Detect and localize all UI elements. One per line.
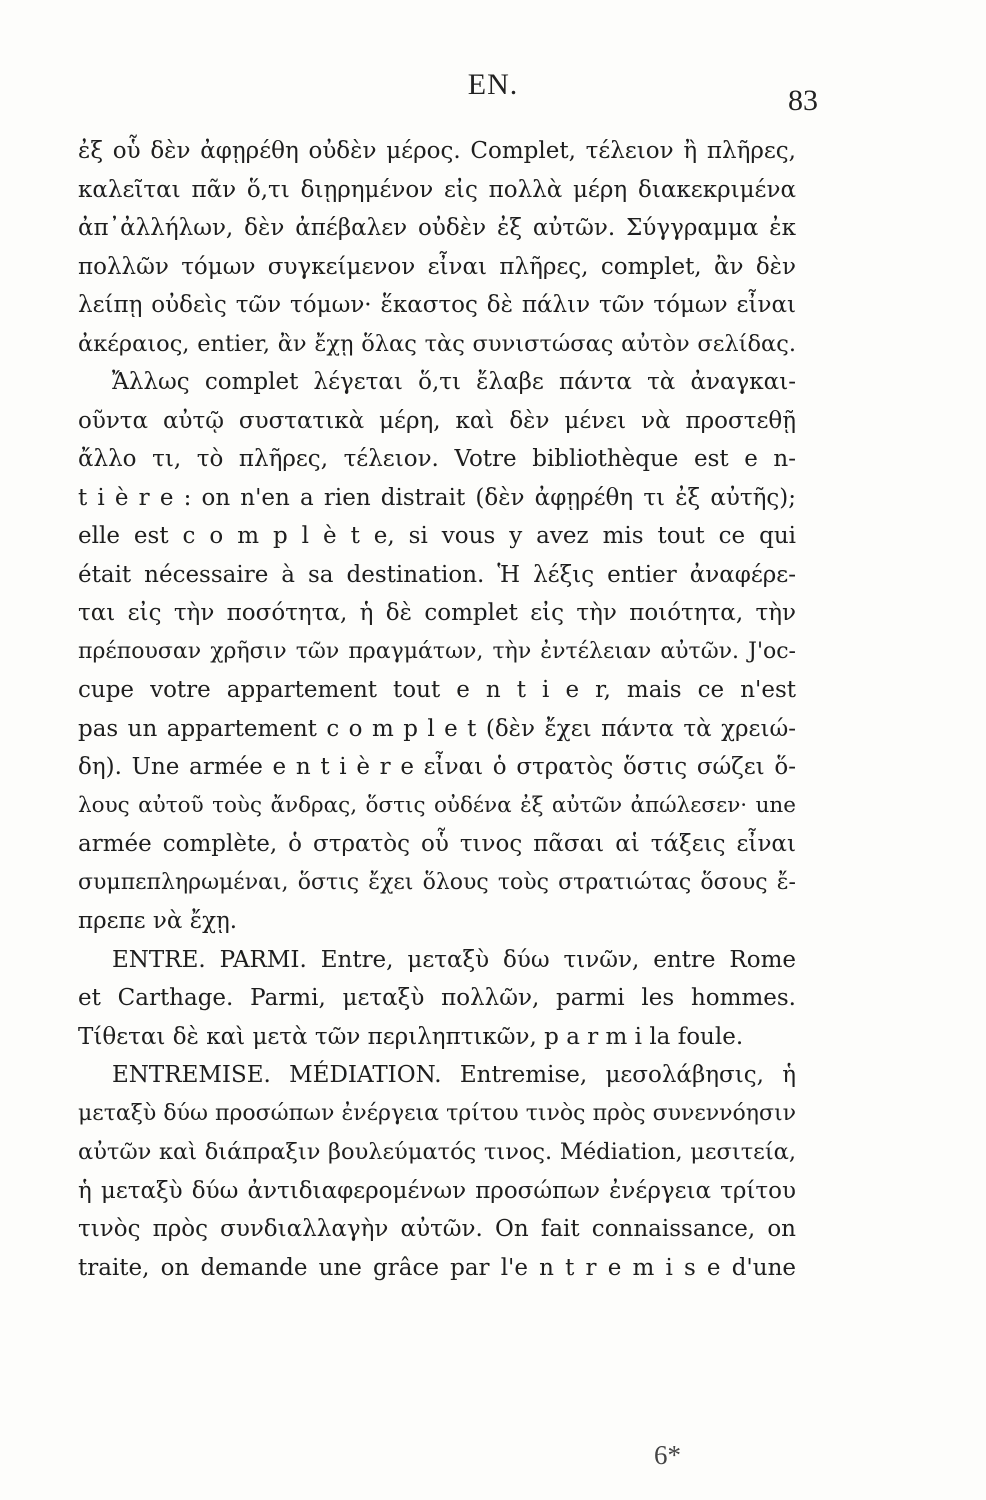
text-line: πρέπουσαν χρῆσιν τῶν πραγμάτων, τὴν ἐντέλειαν αὐτῶν. J'oc- xyxy=(78,638,796,664)
text-line: δη). Une armée e n t i è r e εἶναι ὁ στρατὸς ὅστις σώζει ὅ- xyxy=(78,754,796,780)
text-line: cupe votre appartement tout e n t i e r, mais ce n'est xyxy=(78,677,796,703)
text-line: ἀπ᾽ἀλλήλων, δὲν ἀπέβαλεν οὐδὲν ἐξ αὐτῶν. Σύγγραμμα ἐκ xyxy=(78,215,796,241)
text-line: Τίθεται δὲ καὶ μετὰ τῶν περιληπτικῶν, p a r m i la foule. xyxy=(78,1023,744,1050)
text-line: Ἄλλως complet λέγεται ὅ,τι ἔλαβε πάντα τὰ ἀναγκαι- xyxy=(112,369,796,395)
text-line: πρεπε νὰ ἔχῃ. xyxy=(78,908,238,934)
text-line: λους αὐτοῦ τοὺς ἄνδρας, ὅστις οὐδένα ἐξ αὐτῶν ἀπώλεσεν· une xyxy=(78,792,796,818)
page-number: 83 xyxy=(788,84,818,117)
text-line: ται εἰς τὴν ποσότητα, ἡ δὲ complet εἰς τὴν ποιότητα, τὴν xyxy=(78,600,796,626)
body-text xyxy=(78,132,796,1287)
running-head: EN. xyxy=(467,68,519,101)
text-line: ἡ μεταξὺ δύω ἀντιδιαφερομένων προσώπων ἐνέργεια τρίτου xyxy=(78,1177,796,1204)
text-line: μεταξὺ δύω προσώπων ἐνέργεια τρίτου τινὸς πρὸς συνεννόησιν xyxy=(78,1100,796,1126)
text-line: καλεῖται πᾶν ὅ,τι διῃρημένον εἰς πολλὰ μέρη διακεκριμένα xyxy=(78,176,796,203)
text-line: πολλῶν τόμων συγκείμενον εἶναι πλῆρες, complet, ἂν δὲν xyxy=(78,253,796,280)
text-line: ἄλλο τι, τὸ πλῆρες, τέλειον. Votre bibliothèque est e n- xyxy=(78,446,796,472)
text-line: traite, on demande une grâce par l'e n t r e m i s e d'une xyxy=(78,1254,796,1281)
text-line: οῦντα αὐτῷ συστατικὰ μέρη, καὶ δὲν μένει νὰ προστεθῇ xyxy=(78,407,796,434)
text-line: ἐξ οὗ δὲν ἀφῃρέθη οὐδὲν μέρος. Complet, τέλειον ἢ πλῆρες, xyxy=(78,138,796,164)
text-line: elle est c o m p l è t e, si vous y avez mis tout ce qui xyxy=(78,523,796,549)
text-line: συμπεπληρωμέναι, ὅστις ἔχει ὅλους τοὺς στρατιώτας ὅσους ἔ- xyxy=(78,869,796,895)
entry-heading-line: ENTREMISE. MÉDIATION. Entremise, μεσολάβησις, ἡ xyxy=(112,1062,796,1088)
text-line: ἀκέραιος, entier, ἂν ἔχῃ ὅλας τὰς συνιστώσας αὐτὸν σελίδας. xyxy=(78,330,796,357)
text-line: τινὸς πρὸς συνδιαλλαγὴν αὐτῶν. On fait connaissance, on xyxy=(78,1216,796,1242)
text-line: t i è r e : on n'en a rien distrait (δὲν ἀφῃρέθη τι ἐξ αὐτῆς); xyxy=(78,484,796,511)
text-line: et Carthage. Parmi, μεταξὺ πολλῶν, parmi les hommes. xyxy=(78,985,796,1011)
text-line: αὐτῶν καὶ διάπραξιν βουλεύματός τινος. Médiation, μεσιτεία, xyxy=(78,1139,796,1165)
entry-heading-line: ENTRE. PARMI. Entre, μεταξὺ δύω τινῶν, entre Rome xyxy=(112,946,796,973)
text-line: était nécessaire à sa destination. Ἡ λέξις entier ἀναφέρε- xyxy=(78,561,796,588)
text-line: λείπῃ οὐδεὶς τῶν τόμων· ἕκαστος δὲ πάλιν τῶν τόμων εἶναι xyxy=(78,292,796,318)
text-line: pas un appartement c o m p l e t (δὲν ἔχει πάντα τὰ χρειώ- xyxy=(78,715,796,742)
text-line: armée complète, ὁ στρατὸς οὗ τινος πᾶσαι αἱ τάξεις εἶναι xyxy=(78,831,796,857)
signature-mark: 6* xyxy=(654,1440,681,1470)
